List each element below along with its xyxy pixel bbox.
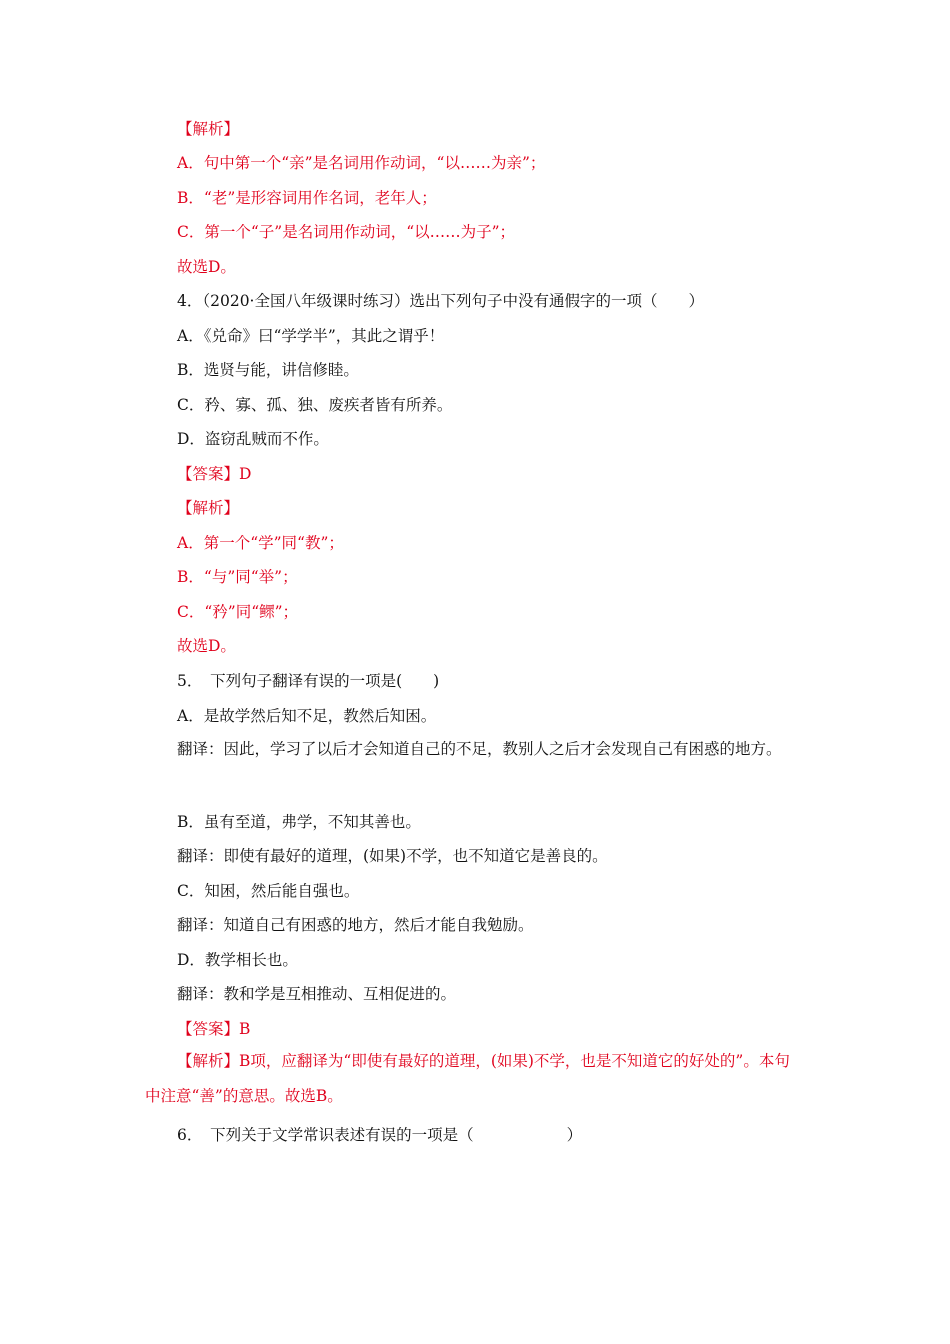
- question-5-option-b: B．虽有至道，弗学，不知其善也。: [177, 813, 421, 831]
- question-4-option-d: D．盗窃乱贼而不作。: [177, 430, 329, 448]
- question-5-option-c: C．知困，然后能自强也。: [177, 882, 360, 900]
- analysis-line-a: A．第一个“学”同“教”；: [177, 534, 344, 552]
- question-5-option-a: A．是故学然后知不足，教然后知困。: [177, 707, 437, 725]
- analysis-line-a: A．句中第一个“亲”是名词用作动词，“以……为亲”；: [177, 154, 546, 172]
- question-5-answer: 【答案】B: [177, 1020, 251, 1038]
- analysis-label: 【解析】: [177, 499, 240, 517]
- analysis-line-b: B．“与”同“举”；: [177, 568, 298, 586]
- analysis-conclusion: 故选D。: [177, 637, 236, 655]
- question-4-answer: 【答案】D: [177, 465, 252, 483]
- question-4-option-c: C．矜、寡、孤、独、废疾者皆有所养。: [177, 396, 453, 414]
- analysis-line-c: C．“矜”同“鳏”；: [177, 603, 299, 621]
- question-5-option-d: D．教学相长也。: [177, 951, 298, 969]
- question-4-stem: 4．（2020·全国八年级课时练习）选出下列句子中没有通假字的一项（ ）: [177, 292, 704, 310]
- question-6-stem: 6． 下列关于文学常识表述有误的一项是（ ）: [177, 1126, 583, 1144]
- analysis-line-c: C．第一个“子”是名词用作动词，“以……为子”；: [177, 223, 516, 241]
- question-5-translation-d: 翻译：教和学是互相推动、互相促进的。: [177, 985, 457, 1003]
- question-5-translation-c: 翻译：知道自己有困惑的地方，然后才能自我勉励。: [177, 916, 534, 934]
- question-5-translation-b: 翻译：即使有最好的道理，(如果)不学，也不知道它是善良的。: [177, 847, 608, 865]
- question-4-option-a: A．《兑命》曰“学学半”，其此之谓乎！: [177, 327, 445, 345]
- question-5-stem: 5． 下列句子翻译有误的一项是( ): [177, 672, 440, 690]
- analysis-line-b: B．“老”是形容词用作名词，老年人；: [177, 189, 437, 207]
- analysis-label: 【解析】: [177, 120, 240, 138]
- question-5-analysis: 【解析】B项，应翻译为“即使有最好的道理，(如果)不学，也是不知道它的好处的”。本句中注意“善”的意思。故选B。: [145, 1052, 790, 1105]
- question-4-option-b: B．选贤与能，讲信修睦。: [177, 361, 359, 379]
- question-5-translation-a: 翻译：因此，学习了以后才会知道自己的不足，教别人之后才会发现自己有困惑的地方。: [177, 740, 782, 758]
- analysis-conclusion: 故选D。: [177, 258, 236, 276]
